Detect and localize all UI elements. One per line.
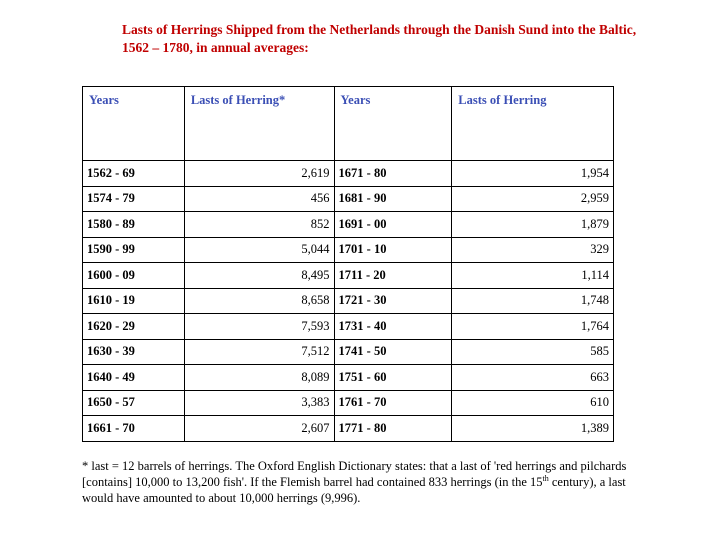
table-row [83,212,614,238]
cell-lasts-end: 663 [452,365,614,391]
cell-lasts-end: 610 [452,390,614,416]
table-row [83,263,614,289]
footnote-text-end: century), a last would have amounted to about 10,000 herrings (9,996). [82,475,626,505]
cell-period-start: 1620 - 29 [83,314,185,340]
cell-period-start: 1562 - 69 [83,161,185,187]
table-row [83,237,614,263]
cell-period-start: 1574 - 79 [83,186,185,212]
cell-lasts-start: 852 [184,212,334,238]
cell-lasts-start: 5,044 [184,237,334,263]
cell-period-start: 1580 - 89 [83,212,185,238]
page-title: Lasts of Herrings Shipped from the Netherlands through the Danish Sund into the Baltic, 1562 – 1780, in annual averages: [122,22,637,55]
cell-period-end: 1681 - 90 [334,186,452,212]
cell-lasts-end: 1,764 [452,314,614,340]
cell-period-end: 1771 - 80 [334,416,452,442]
table-header-row [83,87,614,161]
cell-lasts-start: 2,619 [184,161,334,187]
table-row [83,365,614,391]
cell-period-end: 1751 - 60 [334,365,452,391]
table-row [83,161,614,187]
cell-period-end: 1731 - 40 [334,314,452,340]
cell-lasts-end: 585 [452,339,614,365]
cell-lasts-end: 1,389 [452,416,614,442]
cell-lasts-end: 329 [452,237,614,263]
cell-lasts-start: 8,089 [184,365,334,391]
cell-period-end: 1711 - 20 [334,263,452,289]
cell-period-start: 1590 - 99 [83,237,185,263]
cell-period-end: 1671 - 80 [334,161,452,187]
cell-period-start: 1630 - 39 [83,339,185,365]
cell-lasts-end: 1,954 [452,161,614,187]
cell-lasts-end: 1,114 [452,263,614,289]
cell-period-start: 1640 - 49 [83,365,185,391]
footnote [82,458,627,506]
cell-lasts-end: 2,959 [452,186,614,212]
column-header-lasts-2: Lasts of Herring [452,87,614,161]
cell-lasts-start: 7,512 [184,339,334,365]
herring-table [82,86,614,442]
table-row [83,390,614,416]
table-row [83,186,614,212]
table-row [83,314,614,340]
table-row [83,416,614,442]
table-row [83,288,614,314]
cell-lasts-start: 456 [184,186,334,212]
cell-lasts-end: 1,748 [452,288,614,314]
cell-period-end: 1761 - 70 [334,390,452,416]
cell-lasts-start: 8,495 [184,263,334,289]
cell-period-start: 1600 - 09 [83,263,185,289]
cell-period-end: 1721 - 30 [334,288,452,314]
cell-period-end: 1691 - 00 [334,212,452,238]
cell-lasts-end: 1,879 [452,212,614,238]
cell-lasts-start: 8,658 [184,288,334,314]
cell-period-end: 1701 - 10 [334,237,452,263]
cell-period-end: 1741 - 50 [334,339,452,365]
column-header-years-2: Years [334,87,452,161]
cell-lasts-start: 7,593 [184,314,334,340]
cell-period-start: 1610 - 19 [83,288,185,314]
cell-lasts-start: 2,607 [184,416,334,442]
cell-lasts-start: 3,383 [184,390,334,416]
cell-period-start: 1650 - 57 [83,390,185,416]
table-row [83,339,614,365]
column-header-lasts-1: Lasts of Herring* [184,87,334,161]
column-header-years-1: Years [83,87,185,161]
cell-period-start: 1661 - 70 [83,416,185,442]
footnote-superscript: th [542,473,549,483]
footnote-text: * last = 12 barrels of herrings. The Oxford English Dictionary states: that a last of 'red herrings and pilchards [contains] 10,000 to 13,200 fish'. If the Flemish barrel had contained 833 herrings (in the 15 [82,459,627,489]
